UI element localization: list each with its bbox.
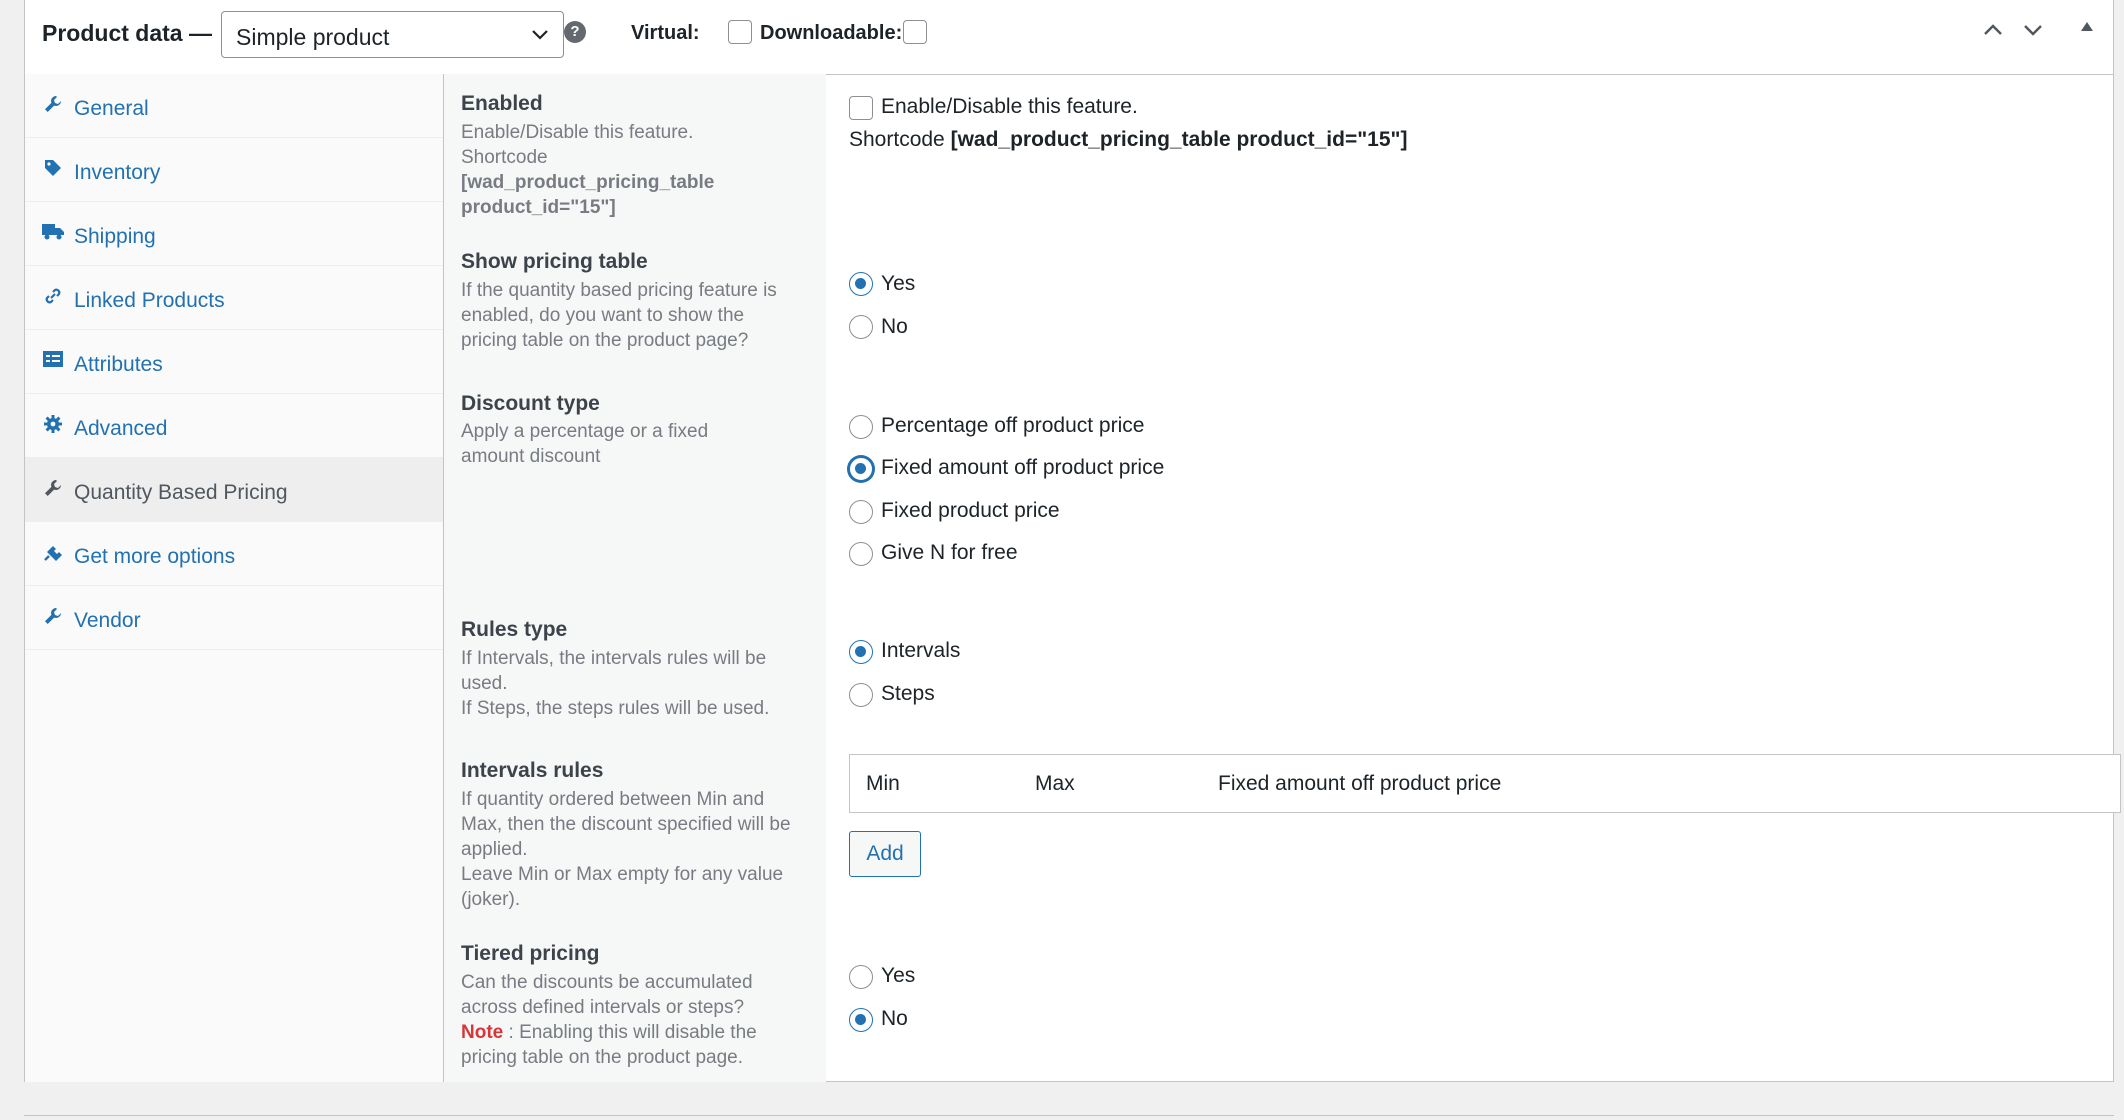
quantity-based-pricing-panel — [444, 74, 2114, 1082]
rules-steps-label: Steps — [881, 682, 935, 705]
field-description-column — [444, 74, 826, 1082]
enabled-desc-shortcode-label: Shortcode — [461, 147, 548, 168]
discount-type-title: Discount type — [461, 392, 600, 415]
tab-inventory[interactable] — [25, 138, 443, 202]
column-header-max: Max — [1035, 772, 1075, 795]
discount-fixed-price-label: Fixed product price — [881, 499, 1060, 522]
product-type-select[interactable] — [221, 11, 564, 58]
tab-general[interactable] — [25, 74, 443, 138]
rules-type-description — [461, 646, 796, 721]
rules-intervals-radio[interactable] — [849, 640, 873, 664]
discount-give-n-free-radio[interactable] — [849, 542, 873, 566]
column-header-discount: Fixed amount off product price — [1218, 772, 1502, 795]
tag-icon — [42, 158, 64, 180]
tab-label: General — [74, 97, 149, 120]
shortcode-label: Shortcode — [849, 128, 945, 151]
move-up-icon[interactable] — [1981, 18, 2005, 49]
virtual-label: Virtual: — [631, 22, 700, 44]
show-pricing-yes-label: Yes — [881, 272, 916, 295]
note-label: Note — [461, 1022, 504, 1043]
show-pricing-table-description: If the quantity based pricing feature is enabled, do you want to show the pricing table on the product page? — [461, 280, 777, 351]
wrench-icon — [42, 478, 64, 500]
next-panel-border — [24, 1115, 2114, 1116]
chevron-down-icon — [531, 25, 549, 46]
tab-linked-products[interactable] — [25, 266, 443, 330]
tab-quantity-based-pricing[interactable] — [25, 458, 443, 522]
tab-label: Inventory — [74, 161, 161, 184]
tab-label: Advanced — [74, 417, 168, 440]
discount-fixed-amount-radio[interactable] — [849, 457, 873, 481]
list-icon — [42, 350, 64, 372]
rules-type-desc-2: If Steps, the steps rules will be used. — [461, 698, 770, 719]
tab-label: Shipping — [74, 225, 156, 248]
wrench-icon — [42, 94, 64, 116]
enabled-description — [461, 120, 796, 220]
intervals-rules-description — [461, 787, 796, 912]
collapse-toggle-icon[interactable] — [2081, 22, 2093, 31]
tiered-pricing-desc: Can the discounts be accumulated across defined intervals or steps? — [461, 972, 753, 1018]
tab-get-more-options[interactable] — [25, 522, 443, 586]
tiered-pricing-note — [461, 1020, 796, 1070]
note-text: : Enabling this will disable the pricing table on the product page. — [461, 1022, 757, 1068]
tab-advanced[interactable] — [25, 394, 443, 458]
tab-label: Quantity Based Pricing — [74, 481, 288, 504]
enabled-desc-text: Enable/Disable this feature. — [461, 122, 694, 143]
tab-label: Attributes — [74, 353, 163, 376]
help-icon[interactable]: ? — [564, 21, 586, 43]
tab-label: Vendor — [74, 609, 141, 632]
tiered-no-radio[interactable] — [849, 1008, 873, 1032]
tiered-yes-label: Yes — [881, 964, 916, 987]
discount-percentage-radio[interactable] — [849, 415, 873, 439]
show-pricing-table-title: Show pricing table — [461, 250, 648, 273]
rules-intervals-label: Intervals — [881, 639, 961, 662]
intervals-rules-title: Intervals rules — [461, 759, 604, 782]
gear-icon — [42, 414, 64, 436]
tab-vendor[interactable] — [25, 586, 443, 650]
product-data-tabs — [25, 74, 444, 1082]
virtual-checkbox[interactable] — [728, 20, 752, 44]
tiered-pricing-title: Tiered pricing — [461, 942, 600, 965]
show-pricing-no-label: No — [881, 315, 908, 338]
truck-icon — [42, 222, 64, 244]
product-type-value: Simple product — [236, 24, 390, 50]
rules-type-title: Rules type — [461, 618, 568, 641]
discount-give-n-free-label: Give N for free — [881, 541, 1018, 564]
wrench-icon — [42, 606, 64, 628]
tiered-no-label: No — [881, 1007, 908, 1030]
enable-feature-checkbox[interactable] — [849, 96, 873, 120]
tiered-yes-radio[interactable] — [849, 965, 873, 989]
move-down-icon[interactable] — [2021, 18, 2045, 49]
discount-percentage-label: Percentage off product price — [881, 414, 1145, 437]
plugin-icon — [42, 542, 64, 564]
tab-attributes[interactable] — [25, 330, 443, 394]
discount-fixed-price-radio[interactable] — [849, 500, 873, 524]
intervals-rules-table — [849, 754, 2121, 813]
column-header-min: Min — [866, 772, 900, 795]
discount-fixed-amount-label: Fixed amount off product price — [881, 456, 1165, 479]
tab-label: Get more options — [74, 545, 236, 568]
shortcode-value: [wad_product_pricing_table product_id="15"] — [950, 128, 1408, 151]
shortcode-text — [849, 128, 1407, 152]
enabled-title: Enabled — [461, 92, 543, 115]
product-data-panel — [24, 0, 2114, 1082]
add-rule-button[interactable]: Add — [849, 831, 921, 877]
rules-steps-radio[interactable] — [849, 683, 873, 707]
enable-feature-label: Enable/Disable this feature. — [881, 95, 1138, 118]
product-data-header — [25, 0, 2113, 75]
link-icon — [42, 286, 64, 308]
intervals-rules-desc-2: Leave Min or Max empty for any value (joker). — [461, 864, 784, 910]
product-data-title: Product data — — [42, 20, 212, 46]
downloadable-label: Downloadable: — [760, 22, 903, 44]
rules-type-desc-1: If Intervals, the intervals rules will be used. — [461, 648, 767, 694]
downloadable-checkbox[interactable] — [903, 20, 927, 44]
tiered-pricing-description — [461, 970, 796, 1070]
tab-label: Linked Products — [74, 289, 225, 312]
tab-shipping[interactable] — [25, 202, 443, 266]
show-pricing-yes-radio[interactable] — [849, 272, 873, 296]
enabled-desc-shortcode-part2: product_id="15"] — [461, 197, 616, 218]
enabled-desc-shortcode-part1: [wad_product_pricing_table — [461, 172, 715, 193]
intervals-rules-desc-1: If quantity ordered between Min and Max, then the discount specified will be applied. — [461, 789, 791, 860]
discount-type-description: Apply a percentage or a fixed amount discount — [461, 421, 709, 467]
show-pricing-no-radio[interactable] — [849, 315, 873, 339]
